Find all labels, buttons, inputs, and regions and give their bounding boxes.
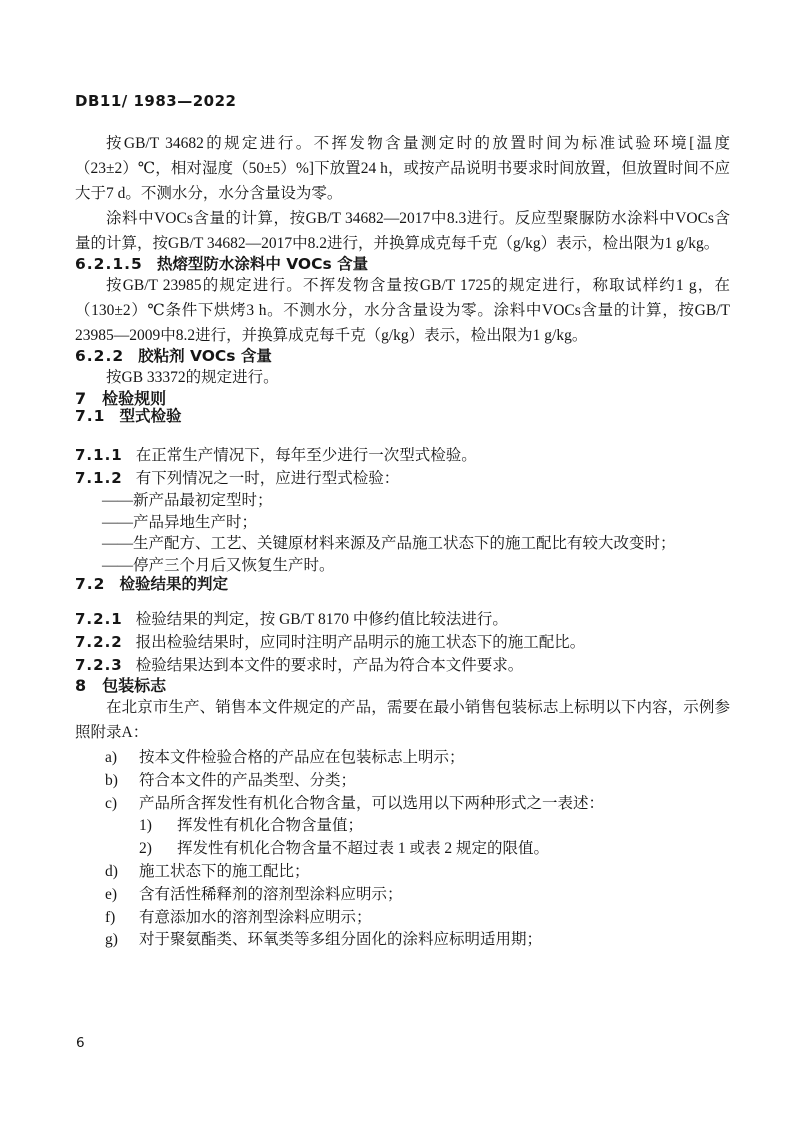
clause-number: 7.1.1 <box>75 446 123 464</box>
clause-text: 在正常生产情况下，每年至少进行一次型式检验。 <box>135 447 477 464</box>
heading-number: 7 <box>75 389 87 408</box>
lettered-list <box>75 747 730 952</box>
heading-number: 7.2 <box>75 575 106 593</box>
heading-title: 热熔型防水涂料中 VOCs 含量 <box>156 255 369 273</box>
list-item-label: c) <box>105 794 118 812</box>
page-number: 6 <box>76 1035 85 1051</box>
list-item-label: d) <box>105 862 118 880</box>
list-item-text: 有意添加水的溶剂型涂料应明示； <box>139 908 372 926</box>
heading-6-2-2 <box>75 348 730 365</box>
list-item-label: b) <box>105 771 118 789</box>
paragraph-test-method-2: 涂料中VOCs含量的计算，按GB/T 34682—2017中8.3进行。反应型聚脲防水涂料中VOCs含量的计算，按GB/T 34682—2017中8.2进行，并换算成克每千克（g/kg）表示，检出限为1 g/kg。 <box>75 210 730 252</box>
list-item-label: e) <box>105 885 118 903</box>
heading-number: 8 <box>75 676 87 695</box>
clause-text: 检验结果的判定，按 GB/T 8170 中修约值比较法进行。 <box>135 611 508 628</box>
clause-text: 报出检验结果时，应同时注明产品明示的施工状态下的施工配比。 <box>135 634 586 651</box>
list-item-f <box>75 907 730 930</box>
heading-title: 检验结果的判定 <box>119 575 228 593</box>
paragraph-hotmelt-method: 按GB/T 23985的规定进行。不挥发物含量按GB/T 1725的规定进行，称取试样约1 g，在（130±2）℃条件下烘烤3 h。不测水分，水分含量设为零。涂料中VOCs含量的计算，按GB/T 23985—2009中8.2进行，并换算成克每千克（g/kg）表示，检出限为1 g/kg。 <box>75 277 730 344</box>
heading-title: 检验规则 <box>102 389 167 408</box>
clause-number: 7.2.3 <box>75 656 123 674</box>
list-item-text: 含有活性稀释剂的溶剂型涂料应明示； <box>139 885 403 903</box>
list-item-b <box>75 770 730 793</box>
heading-title: 包装标志 <box>102 676 167 695</box>
clause-7-2-2 <box>75 631 730 654</box>
list-item-a <box>75 747 730 770</box>
page-content <box>75 93 730 952</box>
list-subitem-2 <box>75 838 730 861</box>
heading-6-2-1-5 <box>75 256 730 273</box>
heading-title: 型式检验 <box>119 407 182 425</box>
heading-8 <box>75 677 730 695</box>
clause-7-2-3 <box>75 654 730 677</box>
dash-item: ——生产配方、工艺、关键原材料来源及产品施工状态下的施工配比有较大改变时； <box>102 535 676 552</box>
dash-list <box>75 490 730 576</box>
clause-text: 检验结果达到本文件的要求时，产品为符合本文件要求。 <box>135 657 524 674</box>
clause-number: 7.1.2 <box>75 469 123 487</box>
list-item-text: 施工状态下的施工配比； <box>139 862 310 880</box>
paragraph-test-method-1: 按GB/T 34682的规定进行。不挥发物含量测定时的放置时间为标准试验环境[温度（23±2）℃，相对湿度（50±5）%]下放置24 h，或按产品说明书要求时间放置，但放置时间不应大于7 d。不测水分，水分含量设为零。 <box>75 135 730 202</box>
list-item-c <box>75 793 730 816</box>
list-item-text: 对于聚氨酯类、环氧类等多组分固化的涂料应标明适用期； <box>139 931 543 949</box>
heading-7-2 <box>75 576 730 593</box>
dash-item: ——新产品最初定型时； <box>102 492 273 509</box>
clause-7-1-1 <box>75 444 730 467</box>
list-item-label: g) <box>105 931 118 949</box>
dash-item: ——停产三个月后又恢复生产时。 <box>102 556 335 574</box>
list-item-text: 挥发性有机化合物含量不超过表 1 或表 2 规定的限值。 <box>177 840 550 858</box>
list-item-d <box>75 861 730 884</box>
doc-number: DB11/ 1983—2022 <box>75 92 237 110</box>
list-item-text: 符合本文件的产品类型、分类； <box>139 771 357 789</box>
list-item-label: f) <box>105 908 116 926</box>
list-item-label: 2) <box>139 840 152 858</box>
clause-number: 7.2.1 <box>75 610 123 628</box>
list-item-g <box>75 929 730 952</box>
clause-7-1-2 <box>75 467 730 490</box>
heading-7-1 <box>75 408 730 425</box>
heading-7 <box>75 390 730 408</box>
heading-title: 胶粘剂 VOCs 含量 <box>138 347 272 365</box>
heading-number: 6.2.2 <box>75 347 125 365</box>
list-item-text: 按本文件检验合格的产品应在包装标志上明示； <box>139 749 465 766</box>
heading-number: 6.2.1.5 <box>75 255 143 273</box>
list-item-text: 产品所含挥发性有机化合物含量，可以选用以下两种形式之一表述： <box>139 794 605 812</box>
clause-7-2-1 <box>75 608 730 631</box>
list-item-label: 1) <box>139 817 152 835</box>
list-subitem-1 <box>75 815 730 838</box>
heading-number: 7.1 <box>75 407 106 425</box>
list-item-label: a) <box>105 749 118 766</box>
list-item-text: 挥发性有机化合物含量值； <box>177 817 364 835</box>
clause-number: 7.2.2 <box>75 633 123 651</box>
paragraph-packaging-intro: 在北京市生产、销售本文件规定的产品，需要在最小销售包装标志上标明以下内容，示例参照附录A： <box>75 699 730 741</box>
list-item-e <box>75 884 730 907</box>
dash-item: ——产品异地生产时； <box>102 513 258 531</box>
clause-text: 有下列情况之一时，应进行型式检验： <box>135 470 400 487</box>
paragraph-adhesive-method: 按GB 33372的规定进行。 <box>106 369 279 386</box>
